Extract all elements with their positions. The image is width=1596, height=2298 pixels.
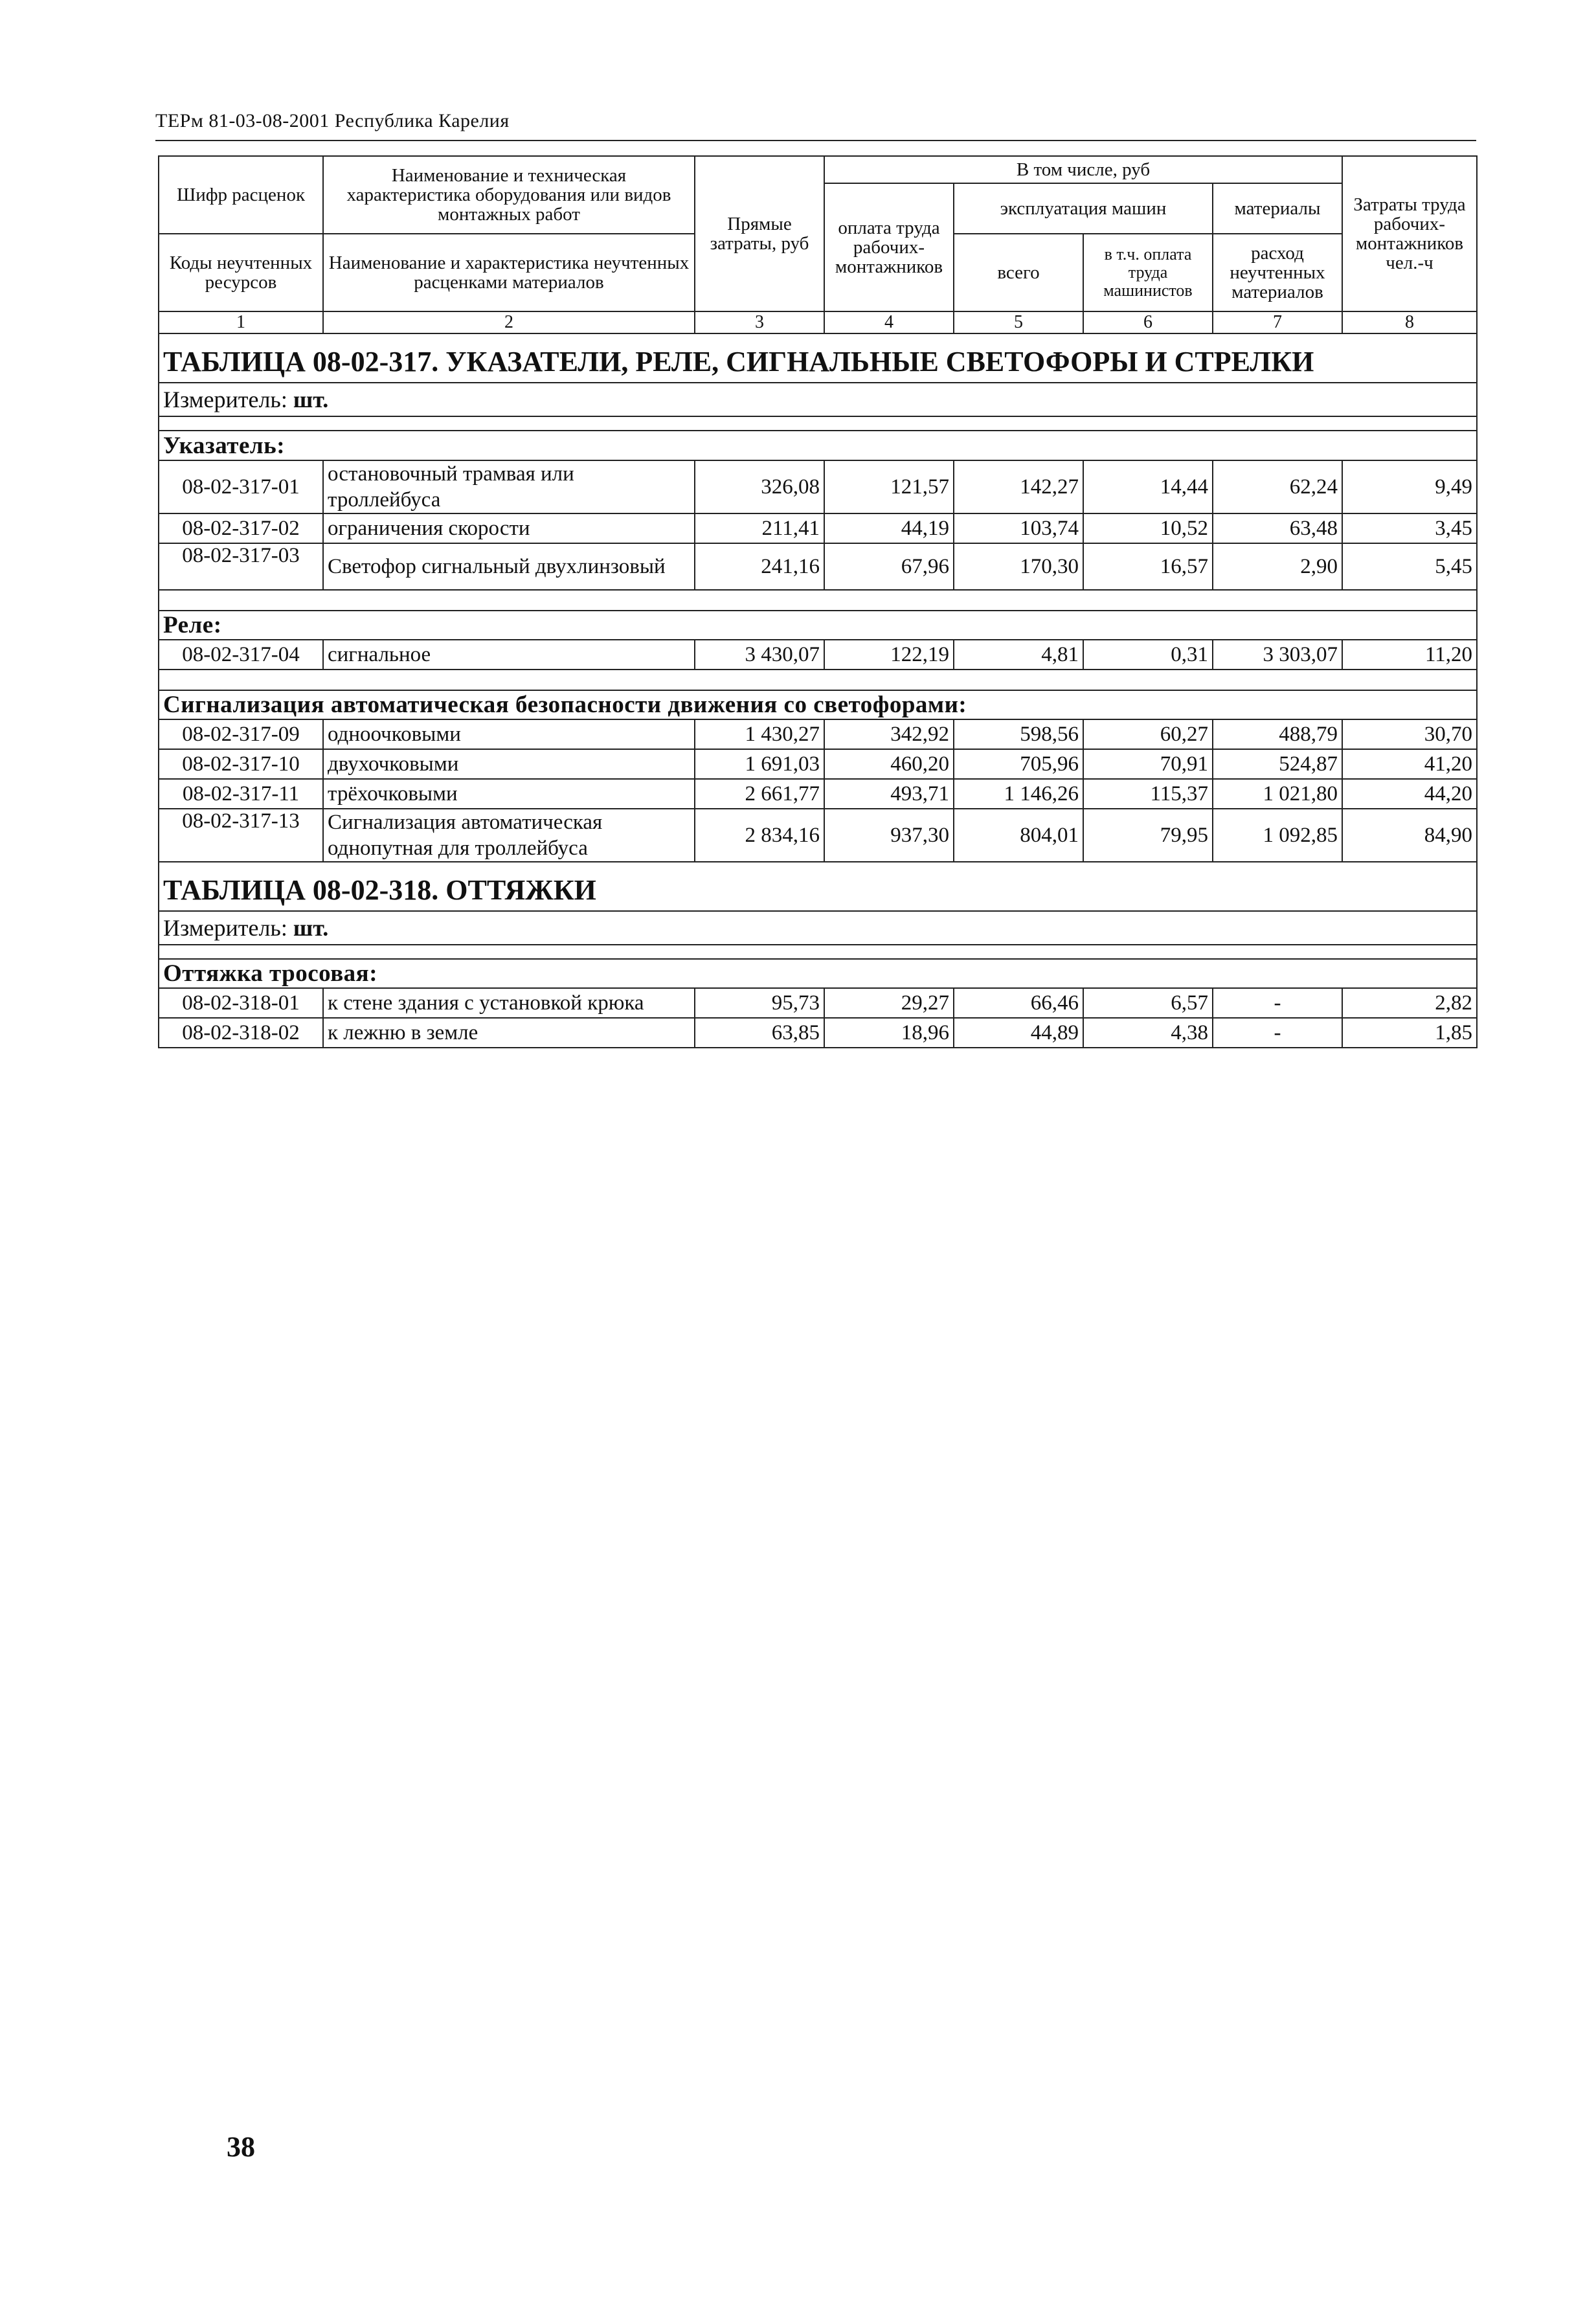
col-number: 3 (695, 311, 824, 333)
row-labor: 44,19 (824, 513, 954, 543)
col-name-tech-header: Наименование и техническая характеристика оборудования или видов монтажных работ (323, 156, 695, 234)
row-name: Светофор сигнальный двухлинзовый (323, 543, 695, 590)
row-direct: 2 834,16 (695, 809, 824, 862)
row-name: сигнальное (323, 640, 695, 670)
section-318-title-row (159, 862, 1477, 911)
table-row (159, 640, 1477, 670)
row-hours: 9,49 (1342, 460, 1477, 513)
section-317-measure-row (159, 383, 1477, 416)
row-labor: 121,57 (824, 460, 954, 513)
row-labor: 493,71 (824, 779, 954, 809)
row-machines: 598,56 (954, 719, 1083, 749)
row-materials: 1 021,80 (1213, 779, 1342, 809)
col-total-header: всего (954, 234, 1083, 311)
col-direct-header: Прямые затраты, руб (695, 156, 824, 311)
row-direct: 241,16 (695, 543, 824, 590)
row-code: 08-02-317-10 (159, 749, 323, 779)
row-direct: 326,08 (695, 460, 824, 513)
group-signal: Сигнализация автоматическая безопасности движения со светофорами: (159, 690, 1477, 719)
measure-unit: шт. (293, 915, 329, 941)
row-direct: 1 691,03 (695, 749, 824, 779)
row-name: трёхочковыми (323, 779, 695, 809)
row-materials: - (1213, 988, 1342, 1018)
table-row (159, 1018, 1477, 1048)
col-cipher-header: Шифр расценок (159, 156, 323, 234)
section-317-measure: Измеритель: шт. (159, 383, 1477, 416)
row-machines: 4,81 (954, 640, 1083, 670)
row-machines: 170,30 (954, 543, 1083, 590)
row-machinists: 10,52 (1083, 513, 1213, 543)
row-direct: 211,41 (695, 513, 824, 543)
row-hours: 30,70 (1342, 719, 1477, 749)
measure-unit: шт. (293, 387, 329, 412)
row-hours: 84,90 (1342, 809, 1477, 862)
group-row (159, 959, 1477, 988)
row-machines: 1 146,26 (954, 779, 1083, 809)
row-machinists: 0,31 (1083, 640, 1213, 670)
row-materials: 3 303,07 (1213, 640, 1342, 670)
row-code: 08-02-317-11 (159, 779, 323, 809)
row-direct: 3 430,07 (695, 640, 824, 670)
col-number: 4 (824, 311, 954, 333)
row-name: двухочковыми (323, 749, 695, 779)
row-code: 08-02-317-09 (159, 719, 323, 749)
table-row (159, 513, 1477, 543)
table-row (159, 749, 1477, 779)
row-hours: 3,45 (1342, 513, 1477, 543)
running-header: ТЕРм 81-03-08-2001 Республика Карелия (155, 110, 510, 131)
row-name: к лежню в земле (323, 1018, 695, 1048)
header-rule (155, 140, 1476, 141)
row-code: 08-02-318-02 (159, 1018, 323, 1048)
col-including-header: В том числе, руб (824, 156, 1342, 183)
row-hours: 1,85 (1342, 1018, 1477, 1048)
row-hours: 5,45 (1342, 543, 1477, 590)
table-row (159, 719, 1477, 749)
row-materials: 488,79 (1213, 719, 1342, 749)
blank-row (159, 416, 1477, 431)
table-row (159, 543, 1477, 590)
row-machines: 804,01 (954, 809, 1083, 862)
table-row (159, 779, 1477, 809)
col-number: 6 (1083, 311, 1213, 333)
row-machinists: 79,95 (1083, 809, 1213, 862)
row-labor: 122,19 (824, 640, 954, 670)
row-name: остановочный трамвая или троллейбуса (323, 460, 695, 513)
row-code: 08-02-317-02 (159, 513, 323, 543)
row-direct: 63,85 (695, 1018, 824, 1048)
row-labor: 342,92 (824, 719, 954, 749)
row-materials: 524,87 (1213, 749, 1342, 779)
row-code: 08-02-317-01 (159, 460, 323, 513)
row-direct: 1 430,27 (695, 719, 824, 749)
row-materials: 1 092,85 (1213, 809, 1342, 862)
col-name-materials-header: Наименование и характеристика неучтенных расценками материалов (323, 234, 695, 311)
row-name: к стене здания с установкой крюка (323, 988, 695, 1018)
section-318-measure-row (159, 911, 1477, 945)
group-row (159, 431, 1477, 460)
section-318-measure: Измеритель: шт. (159, 911, 1477, 945)
group-row (159, 611, 1477, 640)
col-unaccounted-header: расход неучтенных материалов (1213, 234, 1342, 311)
row-name: одноочковыми (323, 719, 695, 749)
col-number: 2 (323, 311, 695, 333)
row-labor: 29,27 (824, 988, 954, 1018)
col-number: 8 (1342, 311, 1477, 333)
col-number: 1 (159, 311, 323, 333)
row-machinists: 60,27 (1083, 719, 1213, 749)
table-row (159, 809, 1477, 862)
col-machine-op-header: эксплуатация машин (954, 183, 1213, 234)
blank-row (159, 670, 1477, 690)
row-code: 08-02-317-04 (159, 640, 323, 670)
table-row (159, 988, 1477, 1018)
row-labor: 18,96 (824, 1018, 954, 1048)
blank-row (159, 590, 1477, 611)
row-machinists: 6,57 (1083, 988, 1213, 1018)
row-code: 08-02-317-03 (159, 543, 323, 590)
row-labor: 460,20 (824, 749, 954, 779)
group-cable: Оттяжка тросовая: (159, 959, 1477, 988)
row-hours: 2,82 (1342, 988, 1477, 1018)
section-318-title: ТАБЛИЦА 08-02-318. ОТТЯЖКИ (159, 862, 1477, 911)
col-machinist-pay-header: в т.ч. оплата труда машинистов (1083, 234, 1213, 311)
row-materials: - (1213, 1018, 1342, 1048)
row-labor: 67,96 (824, 543, 954, 590)
row-hours: 41,20 (1342, 749, 1477, 779)
row-machinists: 4,38 (1083, 1018, 1213, 1048)
row-machines: 44,89 (954, 1018, 1083, 1048)
section-317-title: ТАБЛИЦА 08-02-317. УКАЗАТЕЛИ, РЕЛЕ, СИГНАЛЬНЫЕ СВЕТОФОРЫ И СТРЕЛКИ (159, 333, 1477, 383)
col-number: 7 (1213, 311, 1342, 333)
price-table (158, 155, 1478, 1048)
row-code: 08-02-317-13 (159, 809, 323, 862)
group-row (159, 690, 1477, 719)
blank-row (159, 945, 1477, 959)
row-materials: 63,48 (1213, 513, 1342, 543)
row-labor: 937,30 (824, 809, 954, 862)
row-code: 08-02-318-01 (159, 988, 323, 1018)
row-machines: 142,27 (954, 460, 1083, 513)
table-row (159, 460, 1477, 513)
row-machinists: 115,37 (1083, 779, 1213, 809)
row-machinists: 14,44 (1083, 460, 1213, 513)
row-machinists: 16,57 (1083, 543, 1213, 590)
col-number: 5 (954, 311, 1083, 333)
row-materials: 62,24 (1213, 460, 1342, 513)
row-materials: 2,90 (1213, 543, 1342, 590)
row-machines: 66,46 (954, 988, 1083, 1018)
row-direct: 2 661,77 (695, 779, 824, 809)
col-materials-header: материалы (1213, 183, 1342, 234)
row-hours: 11,20 (1342, 640, 1477, 670)
row-machines: 103,74 (954, 513, 1083, 543)
group-pointer: Указатель: (159, 431, 1477, 460)
row-hours: 44,20 (1342, 779, 1477, 809)
row-name: Сигнализация автоматическая однопутная для троллейбуса (323, 809, 695, 862)
row-name: ограничения скорости (323, 513, 695, 543)
section-317-title-row (159, 333, 1477, 383)
header-row-1 (159, 156, 1477, 183)
col-labor-pay-header: оплата труда рабочих-монтажников (824, 183, 954, 311)
column-numbers-row (159, 311, 1477, 333)
group-relay: Реле: (159, 611, 1477, 640)
col-codes-header: Коды неучтенных ресурсов (159, 234, 323, 311)
row-direct: 95,73 (695, 988, 824, 1018)
col-labor-costs-header: Затраты труда рабочих-монтажников чел.-ч (1342, 156, 1477, 311)
page-number: 38 (227, 2131, 255, 2163)
row-machinists: 70,91 (1083, 749, 1213, 779)
row-machines: 705,96 (954, 749, 1083, 779)
